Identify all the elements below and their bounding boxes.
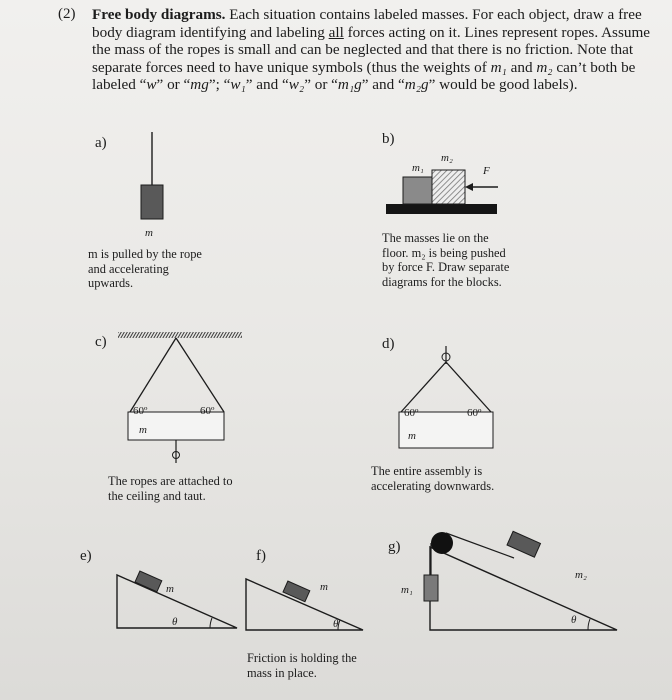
part-g-m2-label: m₂	[575, 569, 587, 581]
angle-arc-g	[588, 619, 590, 630]
intro-text: and	[506, 58, 537, 76]
floor-b	[386, 204, 497, 214]
part-d-label: d)	[382, 336, 395, 352]
caption-line: The ropes are attached to	[108, 474, 233, 488]
part-f-label: f)	[256, 548, 266, 564]
intro-m1: m₁	[490, 58, 507, 76]
block-b-m1	[403, 177, 432, 204]
intro-text: forces acting on it. Lines represent ropes. Assume the mass of the ropes is small and can be neglected and that there is no friction. Note that separate forces need to have unique symbols (thus the weights of	[92, 23, 651, 76]
rope-d-right	[446, 362, 491, 412]
part-g-m1-label: m₁	[401, 584, 413, 596]
part-e-label: e)	[80, 548, 92, 564]
rope-g-incline	[446, 533, 514, 558]
force-arrowhead-b	[465, 183, 473, 191]
incline-f	[246, 579, 363, 630]
intro-m1g: m₁g	[337, 76, 362, 94]
part-a-caption	[88, 247, 202, 291]
part-d-mass-label: m	[408, 430, 416, 442]
intro-w2: w₂	[288, 76, 305, 94]
caption-line: The entire assembly is	[371, 464, 483, 478]
caption-line: The masses lie on the	[382, 231, 489, 245]
caption-line: accelerating downwards.	[371, 478, 495, 493]
diagram-c	[118, 332, 242, 463]
part-g-angle-label: θ	[571, 614, 577, 626]
intro-mg: mg	[190, 76, 209, 94]
part-f-caption	[247, 651, 357, 680]
block-a	[141, 185, 163, 219]
intro-text: can’t both be labeled “	[92, 58, 636, 94]
part-b-m1-label: m₁	[412, 162, 424, 174]
intro-emphasis-all: all	[328, 23, 344, 41]
part-c-mass-label: m	[139, 424, 147, 436]
part-d-angle-left: 60º	[404, 407, 419, 419]
part-c-angle-left: 60º	[133, 405, 148, 417]
rope-d-left	[401, 362, 446, 412]
intro-text: ” or “	[156, 76, 191, 94]
part-b-caption	[382, 231, 509, 289]
part-e-angle-label: θ	[172, 616, 178, 628]
caption-line: Friction is holding the	[247, 651, 357, 665]
block-g-m1	[424, 575, 438, 601]
caption-line: upwards.	[88, 276, 134, 291]
diagram-b	[386, 170, 498, 214]
rope-c-left	[130, 338, 176, 412]
angle-arc-e	[210, 618, 212, 628]
part-b-label: b)	[382, 131, 395, 147]
part-c-label: c)	[95, 334, 107, 350]
part-d-angle-right: 60º	[467, 407, 482, 419]
intro-text: ” and “	[361, 76, 405, 94]
diagram-f	[246, 579, 363, 630]
intro-m2g: m₂g	[404, 76, 429, 94]
caption-line: diagrams for the blocks.	[382, 274, 502, 289]
part-f-angle-label: θ	[333, 618, 339, 630]
block-f	[283, 581, 310, 602]
part-b-m2-label: m₂	[441, 152, 453, 164]
caption-line: and accelerating	[88, 261, 169, 276]
problem-number: (2)	[58, 6, 76, 22]
rope-c-right	[176, 338, 224, 412]
ceiling-c	[118, 332, 242, 338]
intro-text: ” or “	[304, 76, 338, 94]
diagram-a	[141, 132, 163, 219]
part-a-mass-label: m	[145, 227, 153, 239]
problem-title: Free body diagrams.	[92, 6, 226, 23]
incline-g	[430, 547, 617, 630]
caption-line: by force F. Draw separate	[382, 260, 510, 275]
block-g-m2	[507, 531, 541, 557]
caption-line: floor. m₂ is being pushed	[382, 245, 506, 260]
diagram-g	[424, 531, 617, 630]
caption-line: the ceiling and taut.	[108, 488, 206, 503]
intro-text: ” and “	[245, 76, 289, 94]
part-c-angle-right: 60º	[200, 405, 215, 417]
intro-text: ”; “	[208, 76, 231, 94]
intro-m2: m₂	[536, 58, 553, 76]
part-e-mass-label: m	[166, 583, 174, 595]
intro-w: w	[146, 76, 157, 94]
part-b-force-label: F	[483, 165, 490, 177]
intro-w1: w₁	[230, 76, 246, 94]
part-g-label: g)	[388, 539, 401, 555]
pulley-g	[431, 532, 453, 554]
intro-text: ” would be good labels).	[428, 76, 578, 94]
part-c-caption	[108, 474, 233, 503]
caption-line: mass in place.	[247, 665, 317, 680]
caption-line: m is pulled by the rope	[88, 247, 202, 261]
part-a-label: a)	[95, 135, 107, 151]
block-b-m2	[432, 170, 465, 204]
intro-text: Each situation contains labeled masses. For each object, draw a free body diagram identifying and labeling	[92, 6, 642, 41]
part-d-caption	[371, 464, 494, 493]
part-f-mass-label: m	[320, 581, 328, 593]
